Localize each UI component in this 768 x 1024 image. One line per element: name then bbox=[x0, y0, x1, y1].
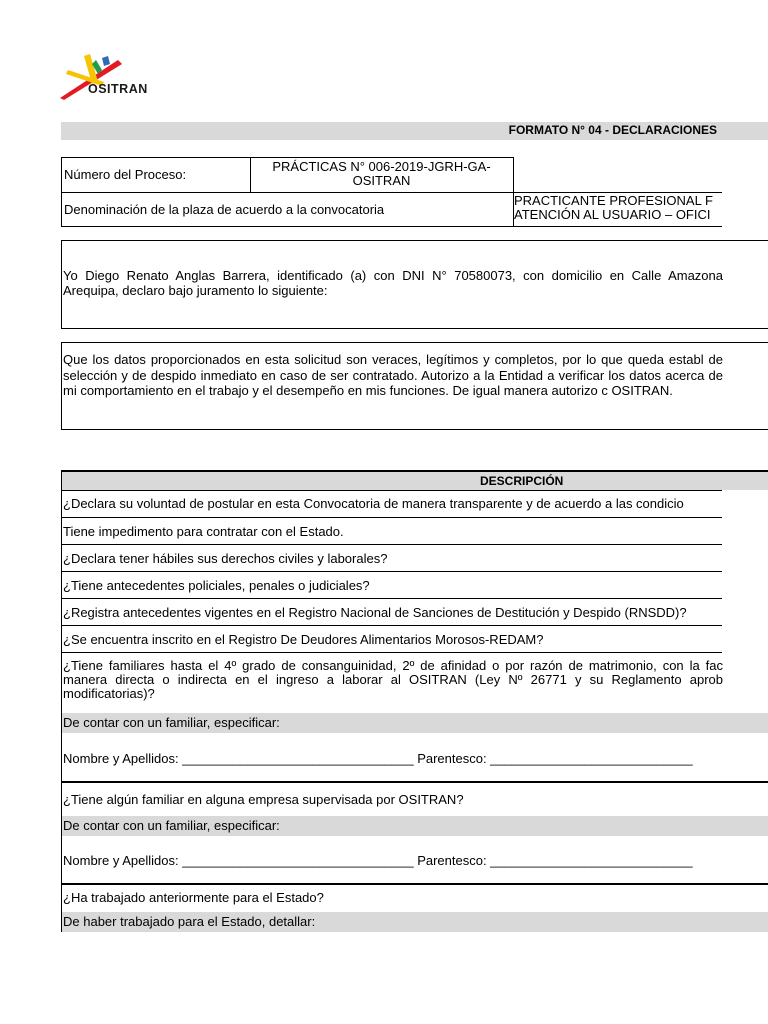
declaration-row: Tiene impedimento para contratar con el Estado. bbox=[63, 524, 344, 539]
divider bbox=[61, 652, 722, 653]
name-relationship-line: Nombre y Apellidos: ________________________________ Parentesco: ____________________________ bbox=[63, 853, 693, 868]
state-detail-label: De haber trabajado para el Estado, detallar: bbox=[63, 914, 316, 929]
plaza-value bbox=[513, 192, 722, 227]
declaration-row: ¿Se encuentra inscrito en el Registro De Deudores Alimentarios Morosos-REDAM? bbox=[63, 632, 544, 647]
logo-text: OSITRAN bbox=[88, 82, 148, 96]
table-left-border bbox=[61, 470, 62, 932]
table-header-label: DESCRIPCIÓN bbox=[480, 474, 564, 488]
state-question: ¿Ha trabajado anteriormente para el Estado? bbox=[63, 890, 324, 905]
plaza-label: Denominación de la plaza de acuerdo a la convocatoria bbox=[61, 192, 514, 227]
divider bbox=[61, 625, 722, 626]
divider bbox=[61, 598, 722, 599]
plaza-value-line-2: ATENCIÓN AL USUARIO – OFICI bbox=[514, 207, 711, 222]
declaration-row: ¿Declara su voluntad de postular en esta Convocatoria de manera transparente y de acuerdo a las condicio bbox=[63, 496, 684, 511]
specify-label: De contar con un familiar, especificar: bbox=[63, 715, 280, 730]
divider bbox=[61, 490, 722, 491]
process-number-label: Número del Proceso: bbox=[61, 157, 251, 193]
declaration-row: ¿Tiene antecedentes policiales, penales o judiciales? bbox=[63, 578, 370, 593]
table-header-band bbox=[62, 472, 768, 490]
divider bbox=[61, 571, 722, 572]
ositran-logo bbox=[58, 52, 178, 104]
divider bbox=[61, 544, 722, 545]
plaza-value-line-1: PRACTICANTE PROFESIONAL F bbox=[514, 193, 713, 208]
divider bbox=[61, 517, 722, 518]
specify-label: De contar con un familiar, especificar: bbox=[63, 818, 280, 833]
section-divider bbox=[61, 781, 768, 783]
statement-paragraph: Que los datos proporcionados en esta solicitud son veraces, legítimos y completos, por lo que queda establ de selección y de despido inmediato en caso de ser contratado. Autorizo a la Entidad a verificar los datos acerca de mi comportamiento en el trabajo y el desempeño en mis funciones. De igual manera autorizo c OSITRAN. bbox=[63, 352, 723, 398]
process-number-value: PRÁCTICAS N° 006-2019-JGRH-GA-OSITRAN bbox=[250, 157, 514, 193]
supervised-question: ¿Tiene algún familiar en alguna empresa supervisada por OSITRAN? bbox=[63, 792, 464, 807]
form-title-band bbox=[61, 122, 768, 140]
ositran-logo-mark bbox=[58, 52, 178, 104]
name-relationship-line: Nombre y Apellidos: ________________________________ Parentesco: ____________________________ bbox=[63, 751, 693, 766]
form-title: FORMATO N° 04 - DECLARACIONES bbox=[508, 123, 717, 137]
declaration-row: ¿Declara tener hábiles sus derechos civiles y laborales? bbox=[63, 551, 388, 566]
family-question: ¿Tiene familiares hasta el 4º grado de consanguinidad, 2º de afinidad o por razón de matrimonio, con la fac manera directa o indirecta en el ingreso a laborar al OSITRAN (Ley Nº 26771 y su Reglamento aprob modificatorias)? bbox=[63, 659, 723, 701]
section-divider bbox=[61, 883, 768, 885]
declarant-paragraph: Yo Diego Renato Anglas Barrera, identificado (a) con DNI N° 70580073, con domicilio en Calle Amazona Arequipa, declaro bajo juramento lo siguiente: bbox=[63, 269, 723, 298]
declaration-row: ¿Registra antecedentes vigentes en el Registro Nacional de Sanciones de Destitución y Despido (RNSDD)? bbox=[63, 605, 687, 620]
